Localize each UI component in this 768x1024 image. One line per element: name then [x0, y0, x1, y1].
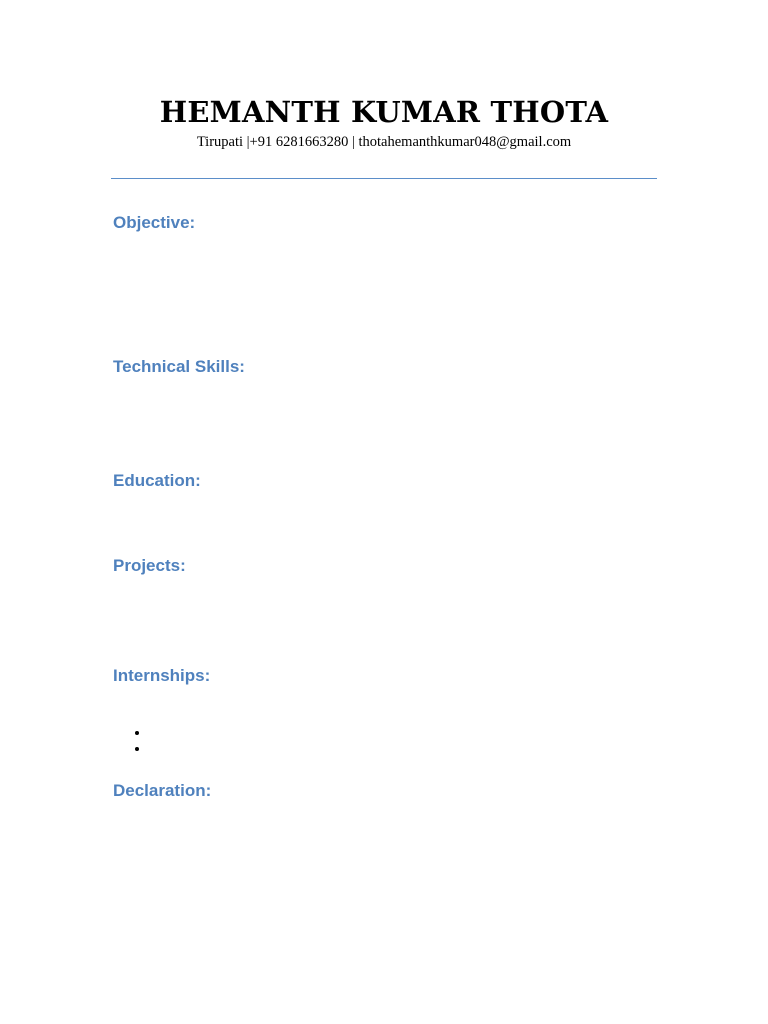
projects-heading: Projects:: [113, 556, 186, 575]
list-item: [131, 740, 151, 756]
education-heading: Education:: [113, 471, 201, 490]
objective-heading: Objective:: [113, 213, 196, 232]
technical-skills-heading: Technical Skills:: [113, 357, 245, 376]
declaration-heading: Declaration:: [113, 781, 212, 800]
list-item: [131, 724, 151, 740]
header-divider: [111, 178, 657, 179]
bullet-icon: [135, 731, 139, 735]
contact-line: Tirupati |+91 6281663280 | thotahemanthkumar048@gmail.com: [196, 134, 572, 150]
bullet-icon: [135, 747, 139, 751]
internships-list: [131, 724, 151, 756]
candidate-name: HEMANTH KUMAR THOTA: [159, 95, 609, 129]
internships-heading: Internships:: [113, 666, 211, 685]
